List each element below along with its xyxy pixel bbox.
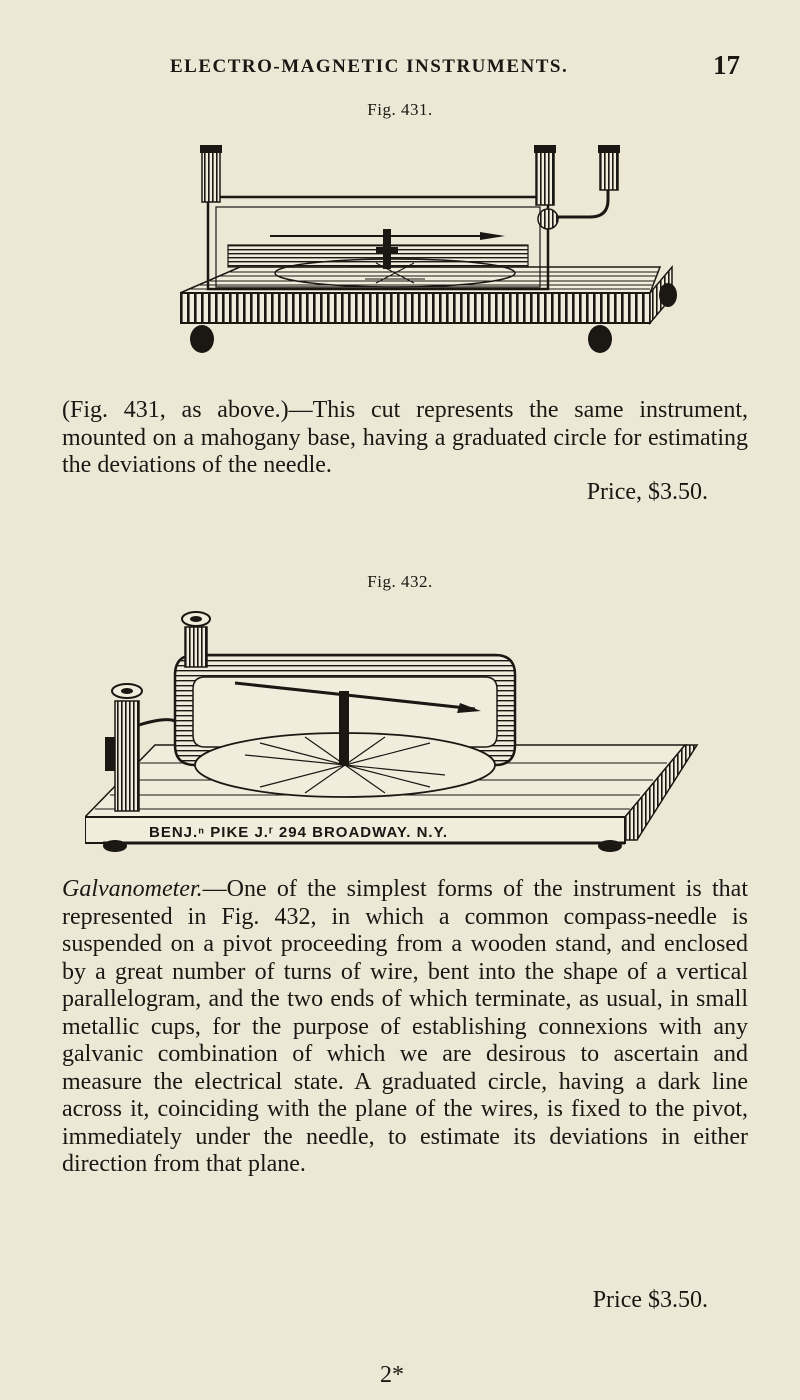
fig-432-illustration (85, 605, 725, 855)
fig-431-caption: Fig. 431. (367, 100, 433, 119)
signature-mark: 2* (380, 1362, 404, 1388)
galvanometer-body: —One of the simplest forms of the instrument is that represented in Fig. 432, in which a common compass-needle is suspended on a pivot proceeding from a wooden stand, and enclosed by a great number of turns of wire, bent into the shape of a vertical parallelogram, and the two ends of which terminate, as usual, in small metallic cups, for the purpose of establishing connexions with any galvanic combination of which we are desirous to ascertain and measure the electrical state. A graduated circle, having a dark line across it, coinciding with the plane of the wires, is fixed to the pivot, immediately under the needle, to estimate its deviations in either direction from that plane. (62, 876, 748, 1177)
page-number: 17 (713, 50, 740, 80)
galvanometer-heading: Galvanometer. (62, 876, 203, 902)
fig-431-price: Price, $3.50. (586, 479, 708, 505)
fig-431-illustration (180, 145, 680, 390)
fig-431-description: (Fig. 431, as above.)—This cut represents the same instrument, mounted on a mahogany base, having a graduated circle for estimating the deviations of the needle. (62, 397, 748, 478)
running-head: ELECTRO-MAGNETIC INSTRUMENTS. (170, 56, 569, 77)
fig-432-price: Price $3.50. (592, 1287, 708, 1313)
maker-plaque: BENJ.ⁿ PIKE J.ʳ 294 BROADWAY. N.Y. (149, 824, 449, 841)
fig-432-description (62, 876, 748, 1179)
fig-432-caption: Fig. 432. (367, 572, 433, 591)
page-header (60, 50, 740, 84)
